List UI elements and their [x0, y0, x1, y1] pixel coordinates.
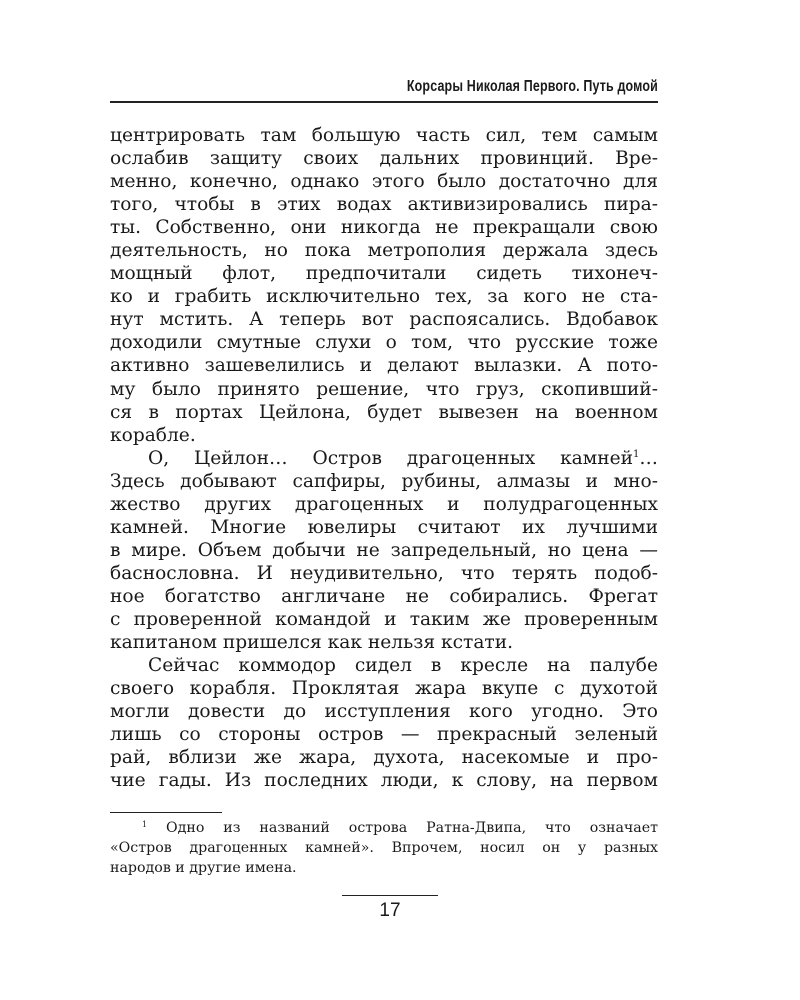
text-line: с проверенной командой и таким же проверенным: [110, 608, 658, 630]
text-line: активно зашевелились и делают вылазки. А пото-: [110, 355, 658, 377]
text-line: менно, конечно, однако этого было достаточно для: [110, 171, 658, 193]
text-line: мощный флот, предпочитали сидеть тихонеч-: [110, 263, 658, 285]
text-line: того, чтобы в этих водах активизировались пира-: [110, 194, 658, 216]
running-head: Корсары Николая Первого. Путь домой: [406, 78, 658, 95]
footnote-line: «Остров драгоценных камней». Впрочем, носил он у разных: [110, 840, 658, 856]
text-line: своего корабля. Проклятая жара вкупе с духотой: [110, 678, 658, 700]
header-rule: [110, 101, 658, 103]
page-number: 17: [379, 900, 401, 921]
text-line: Сейчас коммодор сидел в кресле на палубе: [148, 655, 658, 677]
text-line: Здесь добывают сапфиры, рубины, алмазы и мно-: [110, 470, 658, 492]
text-line: жество других драгоценных и полудрагоценных: [110, 493, 658, 515]
text-line: могли довести до исступления кого угодно. Это: [110, 701, 658, 723]
footnote-rule: [110, 812, 222, 813]
text-line: доходили смутные слухи о том, что русские тоже: [110, 332, 658, 354]
text-fragment: Одно из названий острова Ратна-Двипа, что означает: [166, 820, 658, 836]
text-line: в мире. Объем добычи не запредельный, но цена —: [110, 539, 658, 561]
text-line: ся в портах Цейлона, будет вывезен на военном: [110, 401, 658, 423]
footnote-reference[interactable]: 1: [633, 448, 640, 460]
footnote-marker: 1: [142, 820, 148, 829]
text-line: баснословна. И неудивительно, что терять подоб-: [110, 562, 658, 584]
text-line: центрировать там большую часть сил, тем самым: [110, 125, 658, 146]
text-line: му было принято решение, что груз, скопивший-: [110, 378, 658, 400]
text-line: капитаном пришелся как нельзя кстати.: [110, 632, 514, 654]
footnote: [110, 818, 658, 878]
text-line-with-footnote: [110, 447, 658, 470]
text-line: ное богатство англичане не собирались. Фрегат: [110, 585, 658, 607]
text-line: ко и грабить исключительно тех, за кого не ста-: [110, 286, 658, 308]
text-line: корабле.: [110, 424, 196, 446]
text-line: чие гады. Из последних люди, к слову, на первом: [110, 770, 658, 792]
footnote-line: [110, 818, 658, 838]
text-line: лишь со стороны остров — прекрасный зеленый: [110, 724, 658, 746]
text-line: камней. Многие ювелиры считают их лучшими: [110, 516, 658, 538]
text-line: ослабив защиту своих дальних провинций. Вре-: [110, 148, 658, 170]
text-line: деятельность, но пока метрополия держала здесь: [110, 240, 658, 262]
footnote-line: народов и другие имена.: [110, 860, 297, 876]
page-number-rule: [342, 895, 438, 896]
text-fragment: …: [639, 447, 658, 469]
text-line: ты. Собственно, они никогда не прекращали свою: [110, 217, 658, 239]
text-fragment: О, Цейлон… Остров драгоценных камней: [148, 447, 634, 469]
text-line: рай, вблизи же жара, духота, насекомые и про-: [110, 747, 658, 769]
body-text: [110, 124, 658, 792]
text-line: нут мстить. А теперь вот распоясались. Вдобавок: [110, 309, 658, 331]
